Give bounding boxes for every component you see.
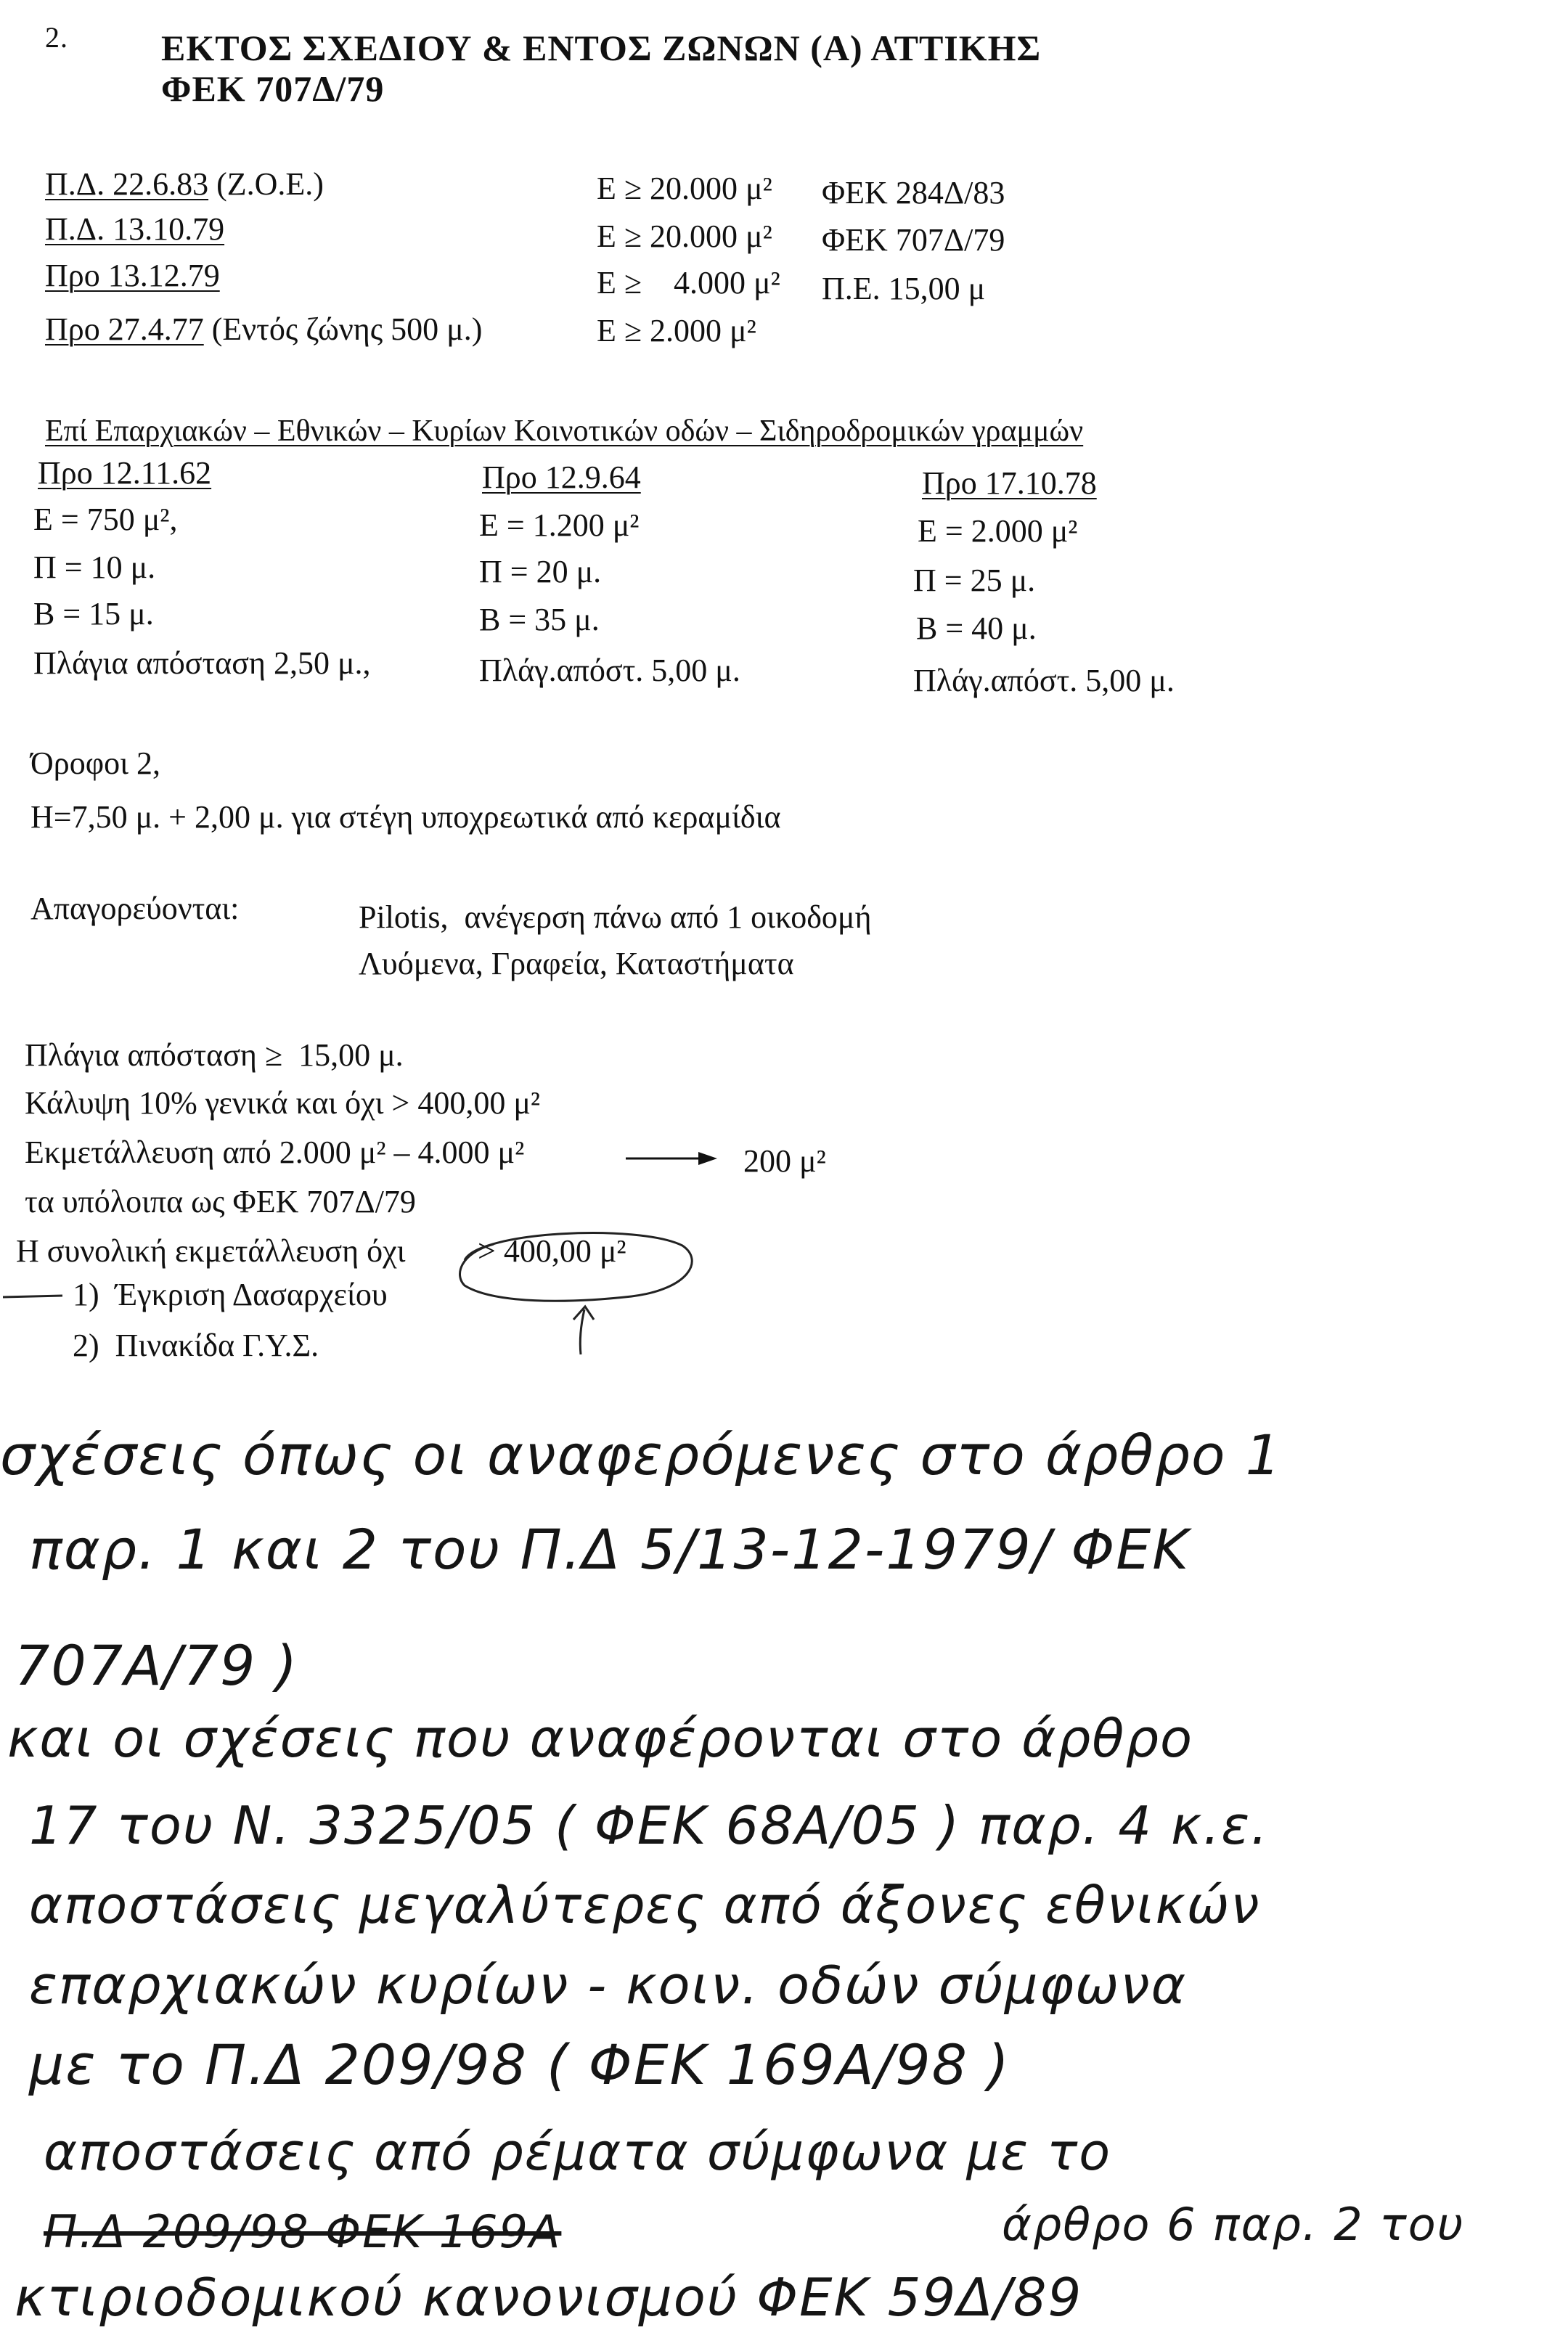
page-title: ΕΚΤΟΣ ΣΧΕΔΙΟΥ & ΕΝΤΟΣ ΖΩΝΩΝ (Α) ΑΤΤΙΚΗΣ: [161, 28, 1042, 68]
road-depth: Β = 40 μ.: [916, 610, 1037, 646]
road-depth: Β = 15 μ.: [33, 596, 154, 631]
decree-row: [45, 210, 224, 248]
page-subtitle: ΦΕΚ 707Δ/79: [161, 68, 385, 109]
exploitation-value: 200 μ²: [743, 1143, 826, 1179]
road-column-heading: Προ 12.11.62: [38, 455, 212, 491]
decree-area: Ε ≥ 4.000 μ²: [597, 265, 780, 301]
decree-area: Ε ≥ 20.000 μ²: [597, 171, 772, 206]
height-line: Η=7,50 μ. + 2,00 μ. για στέγη υποχρεωτικά από κεραμίδια: [30, 799, 781, 835]
road-frontage: Π = 10 μ.: [33, 549, 156, 585]
handwritten-line: 707Α/79 ): [15, 1633, 299, 1698]
handwritten-line: με το Π.Δ 209/98 ( ΦΕΚ 169Α/98 ): [29, 2032, 1010, 2097]
handwritten-line: παρ. 1 και 2 του Π.Δ 5/13-12-1979/ ΦΕΚ: [29, 1517, 1191, 1582]
requirement-number: 2): [73, 1328, 99, 1363]
requirement-text: Πινακίδα Γ.Υ.Σ.: [115, 1328, 319, 1363]
requirement-text: Έγκριση Δασαρχείου: [115, 1277, 388, 1312]
road-area: Ε = 2.000 μ²: [918, 513, 1078, 549]
road-area: Ε = 750 μ²,: [33, 502, 178, 537]
requirement-number: 1): [73, 1277, 99, 1312]
handwritten-line: κτιριοδομικού κανονισμού ΦΕΚ 59Δ/89: [15, 2267, 1083, 2328]
decree-row: [45, 311, 482, 348]
road-frontage: Π = 20 μ.: [479, 554, 602, 589]
handwritten-struck-line: Π.Δ 209/98 ΦΕΚ 169Α: [44, 2205, 562, 2258]
exploitation-rule: Εκμετάλλευση από 2.000 μ² – 4.000 μ²: [25, 1135, 525, 1170]
road-area: Ε = 1.200 μ²: [479, 507, 640, 543]
prohibited-label: Απαγορεύονται:: [30, 891, 240, 926]
coverage-rule: Κάλυψη 10% γενικά και όχι > 400,00 μ²: [25, 1085, 541, 1121]
section-number: 2.: [45, 21, 68, 54]
decree-extra: ΦΕΚ 707Δ/79: [822, 222, 1005, 258]
side-distance-rule: Πλάγια απόσταση ≥ 15,00 μ.: [25, 1037, 404, 1073]
handwritten-line: άρθρο 6 παρ. 2 του: [1002, 2198, 1465, 2251]
requirement-item: [73, 1276, 388, 1314]
road-depth: Β = 35 μ.: [479, 602, 600, 637]
road-column-heading: Προ 12.9.64: [482, 459, 641, 495]
road-frontage: Π = 25 μ.: [913, 563, 1036, 598]
requirement-item: [73, 1327, 319, 1365]
handwritten-line: σχέσεις όπως οι αναφερόμενες στο άρθρο 1: [0, 1423, 1282, 1487]
handwritten-line: και οι σχέσεις που αναφέρονται στο άρθρο: [7, 1708, 1194, 1769]
decree-ref: Προ 13.12.79: [45, 258, 220, 293]
decree-ref: Προ 27.4.77: [45, 311, 204, 347]
decree-ref: Π.Δ. 13.10.79: [45, 211, 225, 247]
total-exploitation-value: > 400,00 μ²: [478, 1233, 626, 1269]
road-side-distance: Πλάγια απόσταση 2,50 μ.,: [33, 645, 371, 681]
decree-note: (Ζ.Ο.Ε.): [216, 166, 324, 202]
decree-extra: ΦΕΚ 284Δ/83: [822, 175, 1005, 210]
decree-note: (Εντός ζώνης 500 μ.): [211, 311, 483, 347]
decree-row: [45, 257, 220, 295]
margin-dash-mark: [0, 1293, 65, 1301]
floors-line: Όροφοι 2,: [30, 745, 160, 781]
decree-extra: Π.Ε. 15,00 μ: [822, 271, 986, 306]
road-column-heading: Προ 17.10.78: [922, 465, 1097, 501]
handwritten-line: αποστάσεις από ρέματα σύμφωνα με το: [44, 2122, 1112, 2182]
remaining-rule: τα υπόλοιπα ως ΦΕΚ 707Δ/79: [25, 1184, 416, 1219]
road-side-distance: Πλάγ.απόστ. 5,00 μ.: [479, 653, 740, 688]
handwritten-line: 17 του Ν. 3325/05 ( ΦΕΚ 68Α/05 ) παρ. 4 κ.ε.: [29, 1795, 1270, 1856]
arrow-right-icon: [624, 1150, 719, 1167]
prohibited-line: Pilotis, ανέγερση πάνω από 1 οικοδομή: [359, 899, 872, 935]
prohibited-line: Λυόμενα, Γραφεία, Καταστήματα: [359, 946, 794, 981]
decree-area: Ε ≥ 20.000 μ²: [597, 218, 772, 254]
decree-ref: Π.Δ. 22.6.83: [45, 166, 209, 202]
road-side-distance: Πλάγ.απόστ. 5,00 μ.: [913, 663, 1175, 698]
total-exploitation-rule: Η συνολική εκμετάλλευση όχι: [16, 1233, 406, 1269]
decree-area: Ε ≥ 2.000 μ²: [597, 313, 756, 348]
decree-row: [45, 165, 324, 203]
handwritten-line: αποστάσεις μεγαλύτερες από άξονες εθνικών: [29, 1876, 1261, 1935]
roads-heading: Επί Επαρχιακών – Εθνικών – Κυρίων Κοινοτικών οδών – Σιδηροδρομικών γραμμών: [45, 414, 1084, 448]
handdrawn-circle-annotation: [450, 1217, 711, 1362]
handwritten-line: επαρχιακών κυρίων - κοιν. οδών σύμφωνα: [29, 1955, 1188, 2016]
